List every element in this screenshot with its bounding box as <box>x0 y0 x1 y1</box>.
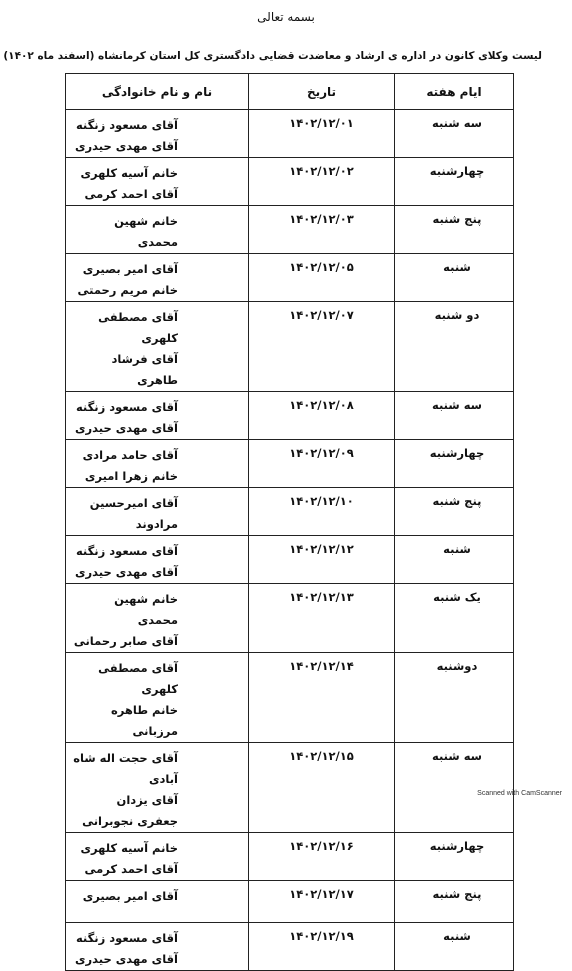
date-cell: ۱۴۰۲/۱۲/۱۰ <box>249 488 395 536</box>
table-row <box>66 653 514 743</box>
names-cell <box>66 254 249 302</box>
table-row <box>66 302 514 392</box>
table-row <box>66 440 514 488</box>
names-cell <box>66 206 249 254</box>
day-cell: سه شنبه <box>395 110 514 158</box>
lawyer-name: خانم آسیه کلهری <box>80 841 178 855</box>
column-header-day: ایام هفته <box>395 74 514 110</box>
table-header-row <box>66 74 514 110</box>
table-row <box>66 584 514 653</box>
names-cell <box>66 110 249 158</box>
lawyer-name: آقای احمد کرمی <box>84 862 178 876</box>
document-title: لیست وکلای کانون در اداره ی ارشاد و معاضدت قضایی دادگستری کل استان کرمانشاه (اسفند ماه ۱۴۰۲) <box>3 50 542 62</box>
table-row <box>66 206 514 254</box>
schedule-table <box>65 73 514 971</box>
table-row <box>66 881 514 923</box>
date-cell: ۱۴۰۲/۱۲/۱۵ <box>249 743 395 833</box>
lawyer-name: آقای مسعود زنگنه <box>75 931 178 945</box>
day-cell: شنبه <box>395 923 514 971</box>
table-row <box>66 392 514 440</box>
date-cell: ۱۴۰۲/۱۲/۰۱ <box>249 110 395 158</box>
column-header-names: نام و نام خانوادگی <box>66 74 249 110</box>
lawyer-name: آقای مهدی حیدری <box>74 421 178 435</box>
lawyer-name: خانم آسیه کلهری <box>80 166 178 180</box>
table-row <box>66 254 514 302</box>
day-cell: چهارشنبه <box>395 158 514 206</box>
day-cell: شنبه <box>395 536 514 584</box>
table-row <box>66 488 514 536</box>
lawyer-name: آقای امیر بصیری <box>82 889 178 903</box>
table-row <box>66 536 514 584</box>
lawyer-name: آقای فرشاد طاهری <box>111 352 178 387</box>
lawyer-name: آقای مهدی حیدری <box>74 565 178 579</box>
lawyer-name: آقای مهدی حیدری <box>74 952 178 966</box>
day-cell: پنج شنبه <box>395 206 514 254</box>
day-cell: چهارشنبه <box>395 833 514 881</box>
lawyer-name: آقای امیر بصیری <box>82 262 178 276</box>
table-row <box>66 110 514 158</box>
date-cell: ۱۴۰۲/۱۲/۰۷ <box>249 302 395 392</box>
table-body <box>66 110 514 971</box>
lawyer-name: آقای مسعود زنگنه <box>75 400 178 414</box>
table-row <box>66 158 514 206</box>
day-cell: پنج شنبه <box>395 881 514 923</box>
day-cell: چهارشنبه <box>395 440 514 488</box>
names-cell <box>66 833 249 881</box>
lawyer-name: آقای حجت اله شاه آبادی <box>73 751 178 786</box>
names-cell <box>66 440 249 488</box>
date-cell: ۱۴۰۲/۱۲/۱۷ <box>249 881 395 923</box>
names-cell <box>66 743 249 833</box>
lawyer-name: خانم شهین محمدی <box>114 214 178 249</box>
date-cell: ۱۴۰۲/۱۲/۱۹ <box>249 923 395 971</box>
day-cell: دو شنبه <box>395 302 514 392</box>
day-cell: سه شنبه <box>395 743 514 833</box>
date-cell: ۱۴۰۲/۱۲/۱۶ <box>249 833 395 881</box>
date-cell: ۱۴۰۲/۱۲/۰۵ <box>249 254 395 302</box>
lawyer-name: خانم طاهره مرزبانی <box>110 703 178 738</box>
names-cell <box>66 881 249 923</box>
column-header-date: تاریخ <box>249 74 395 110</box>
table-row <box>66 923 514 971</box>
day-cell: سه شنبه <box>395 392 514 440</box>
lawyer-name: آقای حامد مرادی <box>82 448 178 462</box>
lawyer-name: آقای یزدان جعفری نجوبرانی <box>82 793 178 828</box>
lawyer-name: خانم شهین محمدی <box>114 592 178 627</box>
lawyer-name: آقای صابر رحمانی <box>73 634 178 648</box>
names-cell <box>66 302 249 392</box>
names-cell <box>66 392 249 440</box>
day-cell: دوشنبه <box>395 653 514 743</box>
date-cell: ۱۴۰۲/۱۲/۱۴ <box>249 653 395 743</box>
lawyer-name: آقای مهدی حیدری <box>74 139 178 153</box>
lawyer-name: آقای مصطفی کلهری <box>98 310 178 345</box>
scanner-watermark: Scanned with CamScanner <box>477 790 562 797</box>
lawyer-name: آقای مصطفی کلهری <box>98 661 178 696</box>
page-header: بسمه تعالی <box>257 10 315 24</box>
date-cell: ۱۴۰۲/۱۲/۱۲ <box>249 536 395 584</box>
table-row <box>66 743 514 833</box>
date-cell: ۱۴۰۲/۱۲/۰۳ <box>249 206 395 254</box>
names-cell <box>66 584 249 653</box>
lawyer-name: آقای احمد کرمی <box>84 187 178 201</box>
lawyer-name: خانم مریم رحمتی <box>77 283 178 297</box>
date-cell: ۱۴۰۲/۱۲/۱۳ <box>249 584 395 653</box>
date-cell: ۱۴۰۲/۱۲/۰۲ <box>249 158 395 206</box>
lawyer-name: آقای مسعود زنگنه <box>75 118 178 132</box>
day-cell: پنج شنبه <box>395 488 514 536</box>
day-cell: شنبه <box>395 254 514 302</box>
lawyer-name: آقای مسعود زنگنه <box>75 544 178 558</box>
names-cell <box>66 488 249 536</box>
day-cell: یک شنبه <box>395 584 514 653</box>
table-row <box>66 833 514 881</box>
names-cell <box>66 653 249 743</box>
lawyer-name: آقای امیرحسین مرادوند <box>89 496 178 531</box>
names-cell <box>66 923 249 971</box>
names-cell <box>66 536 249 584</box>
lawyer-name: خانم زهرا امیری <box>84 469 178 483</box>
date-cell: ۱۴۰۲/۱۲/۰۸ <box>249 392 395 440</box>
names-cell <box>66 158 249 206</box>
date-cell: ۱۴۰۲/۱۲/۰۹ <box>249 440 395 488</box>
